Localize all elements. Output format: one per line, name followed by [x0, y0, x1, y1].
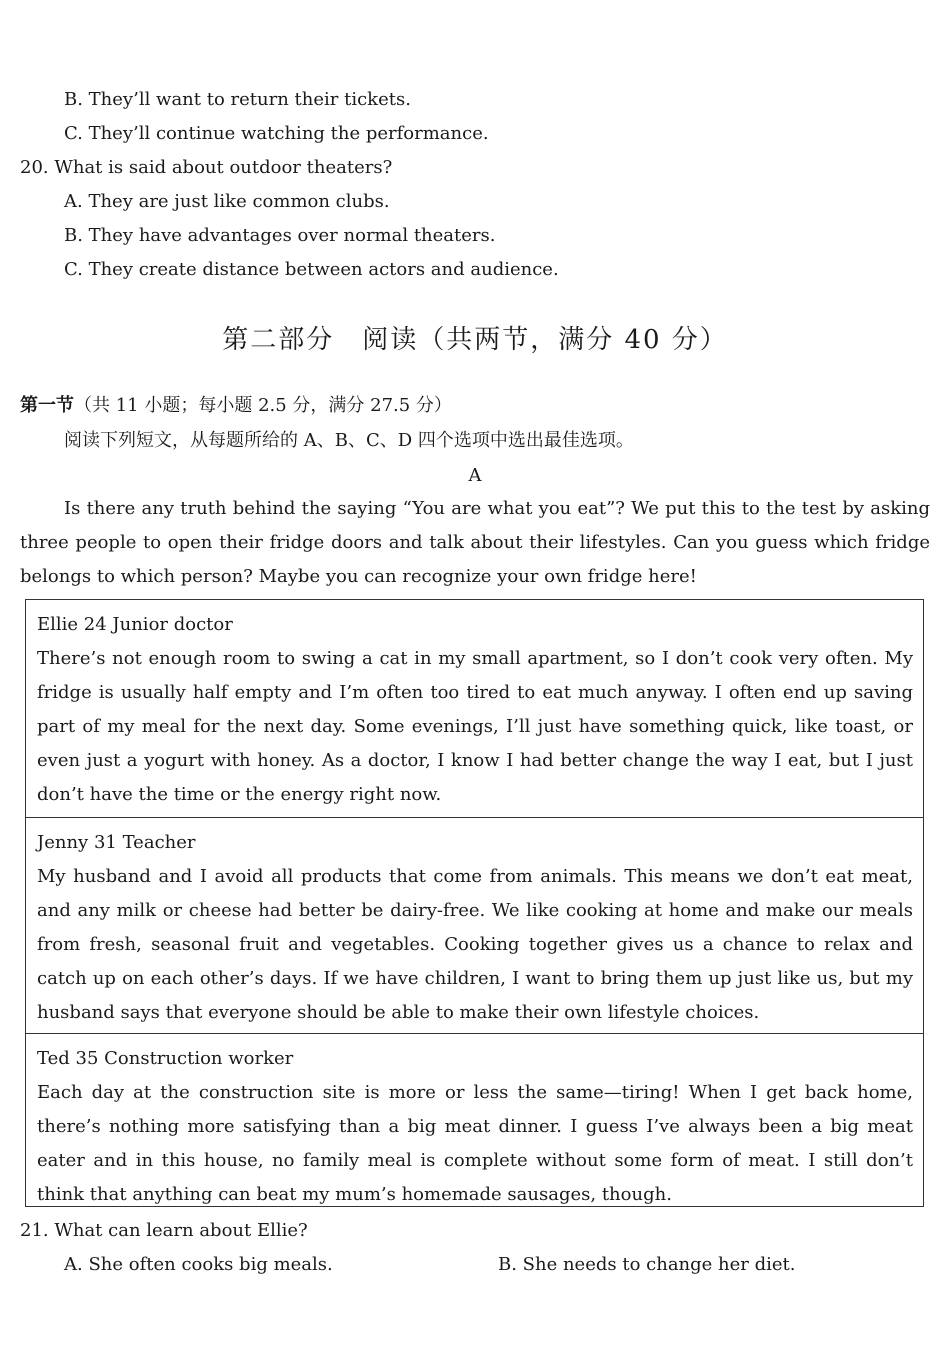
passage-letter: A [468, 465, 482, 486]
profile-jenny [26, 817, 923, 1033]
question-20-option-a: A. They are just like common clubs. [64, 191, 390, 212]
passage-intro: Is there any truth behind the saying “You are what you eat”? We put this to the test by asking three people to open their fridge doors and talk about their lifestyles. Can you guess which fridge belongs to which person? Maybe you can recognize your own fridge here! [20, 498, 930, 587]
section-instructions: 阅读下列短文，从每题所给的 A、B、C、D 四个选项中选出最佳选项。 [64, 430, 634, 451]
question-19-option-c: C. They’ll continue watching the performance. [64, 123, 489, 144]
section-label: 第一节 [20, 395, 74, 416]
part-title: 第二部分 阅读（共两节，满分 40 分） [222, 325, 728, 355]
question-21-option-b: B. She needs to change her diet. [498, 1254, 796, 1275]
profiles-table [25, 599, 924, 1207]
question-20: 20. What is said about outdoor theaters? [20, 157, 393, 178]
profile-header: Ellie 24 Junior doctor [37, 614, 233, 635]
question-21-option-a: A. She often cooks big meals. [64, 1254, 333, 1275]
profile-text: Each day at the construction site is more or less the same—tiring! When I get back home, there’s nothing more satisfying than a big meat dinner. I guess I’ve always been a big meat eater and in this house, no family meal is complete without some form of meat. I still don’t think that anything can beat my mum’s homemade sausages, though. [37, 1082, 913, 1205]
profile-header: Ted 35 Construction worker [37, 1048, 294, 1069]
question-20-option-c: C. They create distance between actors and audience. [64, 259, 559, 280]
section-header [20, 394, 452, 418]
question-21: 21. What can learn about Ellie? [20, 1220, 308, 1241]
profile-header: Jenny 31 Teacher [37, 832, 196, 853]
profile-ellie [26, 600, 923, 817]
section-info: （共 11 小题；每小题 2.5 分，满分 27.5 分） [74, 395, 452, 416]
question-19-option-b: B. They’ll want to return their tickets. [64, 89, 411, 110]
profile-text: My husband and I avoid all products that come from animals. This means we don’t eat meat, and any milk or cheese had better be dairy-free. We like cooking at home and make our meals from fresh, seasonal fruit and vegetables. Cooking together gives us a chance to relax and catch up on each other’s days. If we have children, I want to bring them up just like us, but my husband says that everyone should be able to make their own lifestyle choices. [37, 866, 913, 1023]
question-20-option-b: B. They have advantages over normal theaters. [64, 225, 496, 246]
profile-text: There’s not enough room to swing a cat in my small apartment, so I don’t cook very often. My fridge is usually half empty and I’m often too tired to eat much anyway. I often end up saving part of my meal for the next day. Some evenings, I’ll just have something quick, like toast, or even just a yogurt with honey. As a doctor, I know I had better change the way I eat, but I just don’t have the time or the energy right now. [37, 648, 913, 805]
profile-ted [26, 1033, 923, 1206]
